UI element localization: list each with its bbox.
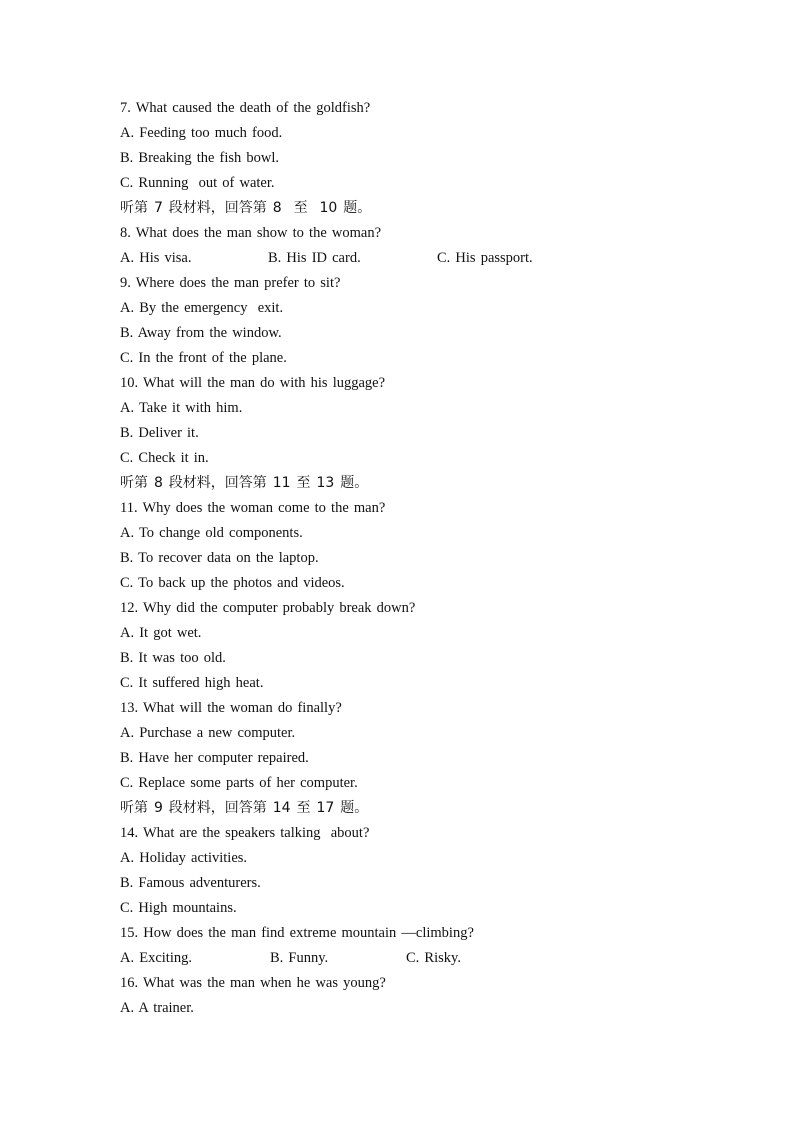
question-7-option-c: C. Running out of water.: [120, 175, 275, 191]
section-heading-8: 听第 8 段材料，回答第 11 至 13 题。: [120, 475, 369, 491]
question-13-option-b: B. Have her computer repaired.: [120, 750, 309, 766]
section-heading-9: 听第 9 段材料，回答第 14 至 17 题。: [120, 800, 369, 816]
question-7-option-a: A. Feeding too much food.: [120, 125, 283, 141]
question-11-option-a: A. To change old components.: [120, 525, 303, 541]
question-9-option-b: B. Away from the window.: [120, 325, 282, 341]
question-10-option-a: A. Take it with him.: [120, 400, 243, 416]
question-13-option-a: A. Purchase a new computer.: [120, 725, 296, 741]
question-9-option-c: C. In the front of the plane.: [120, 350, 287, 366]
question-12-option-a: A. It got wet.: [120, 625, 202, 641]
question-13-option-c: C. Replace some parts of her computer.: [120, 775, 358, 791]
question-10-option-b: B. Deliver it.: [120, 425, 199, 441]
question-15-option-b: B. Funny.: [270, 950, 329, 966]
question-11: 11. Why does the woman come to the man?: [120, 500, 386, 516]
question-9-option-a: A. By the emergency exit.: [120, 300, 284, 316]
question-14-option-c: C. High mountains.: [120, 900, 237, 916]
question-14-option-b: B. Famous adventurers.: [120, 875, 261, 891]
question-13: 13. What will the woman do finally?: [120, 700, 342, 716]
question-7: 7. What caused the death of the goldfish?: [120, 100, 371, 116]
question-11-option-b: B. To recover data on the laptop.: [120, 550, 319, 566]
question-16: 16. What was the man when he was young?: [120, 975, 386, 991]
question-12-option-c: C. It suffered high heat.: [120, 675, 264, 691]
question-12: 12. Why did the computer probably break down?: [120, 600, 416, 616]
section-heading-7: 听第 7 段材料，回答第 8 至 10 题。: [120, 200, 372, 216]
question-8-option-a: A. His visa.: [120, 250, 192, 266]
question-8-option-b: B. His ID card.: [268, 250, 361, 266]
question-15-option-a: A. Exciting.: [120, 950, 192, 966]
question-15-options: [120, 946, 740, 971]
question-7-option-b: B. Breaking the fish bowl.: [120, 150, 280, 166]
question-15: 15. How does the man find extreme mountain —climbing?: [120, 925, 474, 941]
question-10-option-c: C. Check it in.: [120, 450, 209, 466]
question-8-options: [120, 246, 740, 271]
question-8-option-c: C. His passport.: [437, 250, 533, 266]
question-12-option-b: B. It was too old.: [120, 650, 226, 666]
listening-questions: [120, 96, 740, 1021]
question-10: 10. What will the man do with his luggage?: [120, 375, 386, 391]
question-9: 9. Where does the man prefer to sit?: [120, 275, 341, 291]
question-14-option-a: A. Holiday activities.: [120, 850, 248, 866]
question-11-option-c: C. To back up the photos and videos.: [120, 575, 345, 591]
question-16-option-a: A. A trainer.: [120, 1000, 194, 1016]
question-8: 8. What does the man show to the woman?: [120, 225, 381, 241]
question-15-option-c: C. Risky.: [406, 950, 461, 966]
question-14: 14. What are the speakers talking about?: [120, 825, 370, 841]
